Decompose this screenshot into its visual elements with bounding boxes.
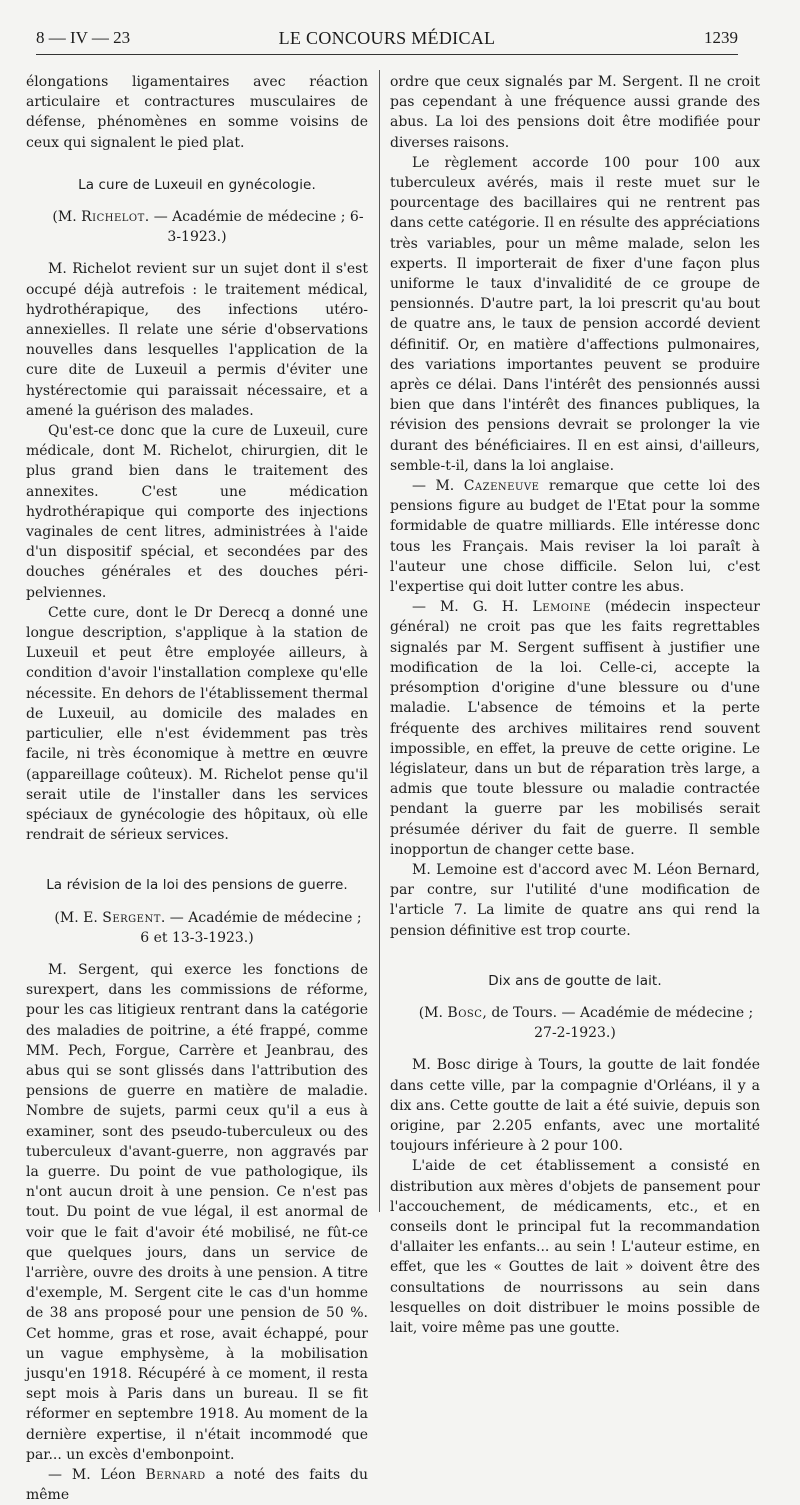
author-name: Sergent — [102, 909, 161, 926]
journal-title: LE CONCOURS MÉDICAL — [278, 28, 496, 48]
paragraph: M. Bosc dirige à Tours, la goutte de lait fondée dans cette ville, par la compagnie d'Orléans, il y a dix ans. Cette goutte de lait a été suivie, depuis son origine, par 2.205 enfants, avec une mortalité toujours inférieure à 2 pour 100. — [390, 1057, 760, 1155]
author-name: Cazeneuve — [463, 478, 540, 495]
left-column — [26, 72, 368, 1505]
paragraph: Le règlement accorde 100 pour 100 aux tuberculeux avérés, mais il reste muet sur le pourcentage des bacillaires qui ne rentrent pas dans cette catégorie. Il en résulte des appréciations très variables, pour un même malade, selon les experts. Il importerait de fixer d'une façon plus uniforme le taux d'invalidité de ce groupe de pensionnés. D'autre part, la loi prescrit qu'au bout de quatre ans, le taux de pension accordé devient définitif. Or, en matière d'affections pulmonaires, des variations importantes peuvent se produire après ce délai. Dans l'intérêt des pensionnés aussi bien que dans l'intérêt des finances publiques, la révision des pensions devrait se prolonger la vie durant des bénéficiaires. Il en est ainsi, d'ailleurs, semble-t-il, dans la loi anglaise. — [390, 154, 760, 474]
continued-paragraph: élongations ligamentaires avec réaction articulaire et contractures musculaires de défense, phénomènes en somme voisins de ceux qui signalent le pied plat. — [26, 74, 368, 151]
paragraph: M. Sergent, qui exerce les fonctions de surexpert, dans les commissions de réforme, pour les cas litigieux rentrant dans la catégorie des maladies de poitrine, a été frappé, comme MM. Pech, Forgue, Carrère et Jeanbrau, des abus qui se sont glissés dans l'attribution des pensions de guerre en matière de maladie. Nombre de sujets, parmi ceux qu'il a eus à examiner, sont des pseudo-tuberculeux ou des tuberculeux d'avant-guerre, non aggravés par la guerre. Du point de vue pathologique, ils n'ont aucun droit à une pension. Ce n'est pas tout. Du point de vue légal, il est anormal de voir que le fait d'avoir été mobilisé, ne fût-ce que quelques jours, dans un service de l'arrière, ouvre des droits à une pension. A titre d'exemple, M. Sergent cite le cas d'un homme de 38 ans proposé pour une pension de 50 %. Cet homme, gras et rose, avait échappé, pour un vague emphysème, à la mobilisation jusqu'en 1918. Récupéré à ce moment, il resta sept mois à Paris dans un bureau. Il se fit réformer en septembre 1918. Au moment de la dernière expertise, il n'était incommodé que par... un excès d'embonpoint. — [26, 961, 368, 1463]
author-name: Bernard — [145, 1467, 206, 1483]
paragraph: — M. G. H. Lemoine (médecin inspecteur général) ne croit pas que les faits regrettables signalés par M. Sergent suffisent à justifier une modification de la loi. Celle-ci, accepte la présomption d'origine d'une blessure ou d'une maladie. L'absence de témoins et la perte fréquente des archives militaires rend souvent impossible, en effet, la preuve de cette origine. Le législateur, dans un but de réparation très large, a admis que toute blessure ou maladie contractée pendant la guerre par les mobilisés serait présumée dériver du fait de guerre. Il semble inopportun de changer cette base. — [390, 599, 760, 858]
column-divider — [379, 70, 380, 1212]
page-number: 1239 — [704, 28, 738, 47]
author-name: Bosc — [447, 1004, 483, 1021]
author-name: Richelot — [81, 209, 145, 226]
section-source-goutte-de-lait: (M. Bosc, de Tours. — Académie de médecine ; 27-2-1923.) — [418, 1004, 754, 1042]
paragraph: L'aide de cet établissement a consisté en distribution aux mères d'objets de pansement pour l'accouchement, de médicaments, etc., et en conseils dont le principal fut la recommandation d'allaiter les enfants... au sein ! L'auteur estime, en effet, que les « Gouttes de lait » doivent être des consultations de nourrissons au sein dans lesquelles on doit distribuer le moins possible de lait, voire même pas une goutte. — [390, 1158, 760, 1336]
paragraph: — M. Cazeneuve remarque que cette loi des pensions figure au budget de l'Etat pour la somme formidable de quatre milliards. Elle intéresse donc tous les Français. Mais reviser la loi paraît à l'auteur une chose difficile. Selon lui, c'est l'expertise qui doit lutter contre les abus. — [390, 478, 760, 596]
author-name: Lemoine — [532, 599, 592, 616]
continued-paragraph: ordre que ceux signalés par M. Sergent. Il ne croit pas cependant à une fréquence aussi grande des abus. La loi des pensions doit être modifiée pour diverses raisons. — [390, 74, 760, 151]
paragraph: Qu'est-ce donc que la cure de Luxeuil, cure médicale, dont M. Richelot, chirurgien, dit le plus grand bien dans le traitement des annexites. C'est une médication hydrothérapique qui comporte des injections vaginales de cent litres, administrées à l'aide d'un dispositif spécial, et secondées par des douches générales et des douches péri-pelviennes. — [26, 423, 368, 601]
paragraph: M. Richelot revient sur un sujet dont il s'est occupé déjà autrefois : le traitement médical, hydrothérapique, des infections utéro-annexielles. Il relate une série d'observations nouvelles dans lesquelles l'application de la cure dite de Luxeuil a permis d'éviter une hystérectomie qui paraissait nécessaire, et a amené la guérison des malades. — [26, 261, 368, 419]
right-column — [390, 72, 760, 1338]
section-source-pensions: (M. E. Sergent. — Académie de médecine ; 6 et 13-3-1923.) — [54, 909, 362, 946]
section-title-pensions: La révision de la loi des pensions de guerre. — [46, 877, 348, 894]
section-title-luxeuil: La cure de Luxeuil en gynécologie. — [78, 176, 316, 193]
issue-date: 8 — IV — 23 — [36, 28, 131, 47]
paragraph: M. Lemoine est d'accord avec M. Léon Bernard, par contre, sur l'utilité d'une modification de l'article 7. La limite de quatre ans qui rend la pension définitive est trop courte. — [390, 861, 760, 939]
section-source-luxeuil: (M. Richelot. — Académie de médecine ; 6-3-1923.) — [52, 209, 364, 246]
running-header — [36, 28, 738, 55]
section-title-goutte-de-lait: Dix ans de goutte de lait. — [488, 972, 662, 989]
paragraph: — M. Léon Bernard a noté des faits du même — [26, 1467, 368, 1504]
paragraph: Cette cure, dont le Dr Derecq a donné une longue description, s'applique à la station de Luxeuil et peut être employée ailleurs, à condition d'avoir l'installation complexe qu'elle nécessite. En dehors de l'établissement thermal de Luxeuil, au domicile des malades en particulier, elle n'est évidemment pas très facile, ni très économique à mettre en œuvre (appareillage coûteux). M. Richelot pense qu'il serait utile de l'installer dans les services spéciaux de gynécologie des hôpitaux, où elle rendrait de sérieux services. — [26, 604, 368, 844]
